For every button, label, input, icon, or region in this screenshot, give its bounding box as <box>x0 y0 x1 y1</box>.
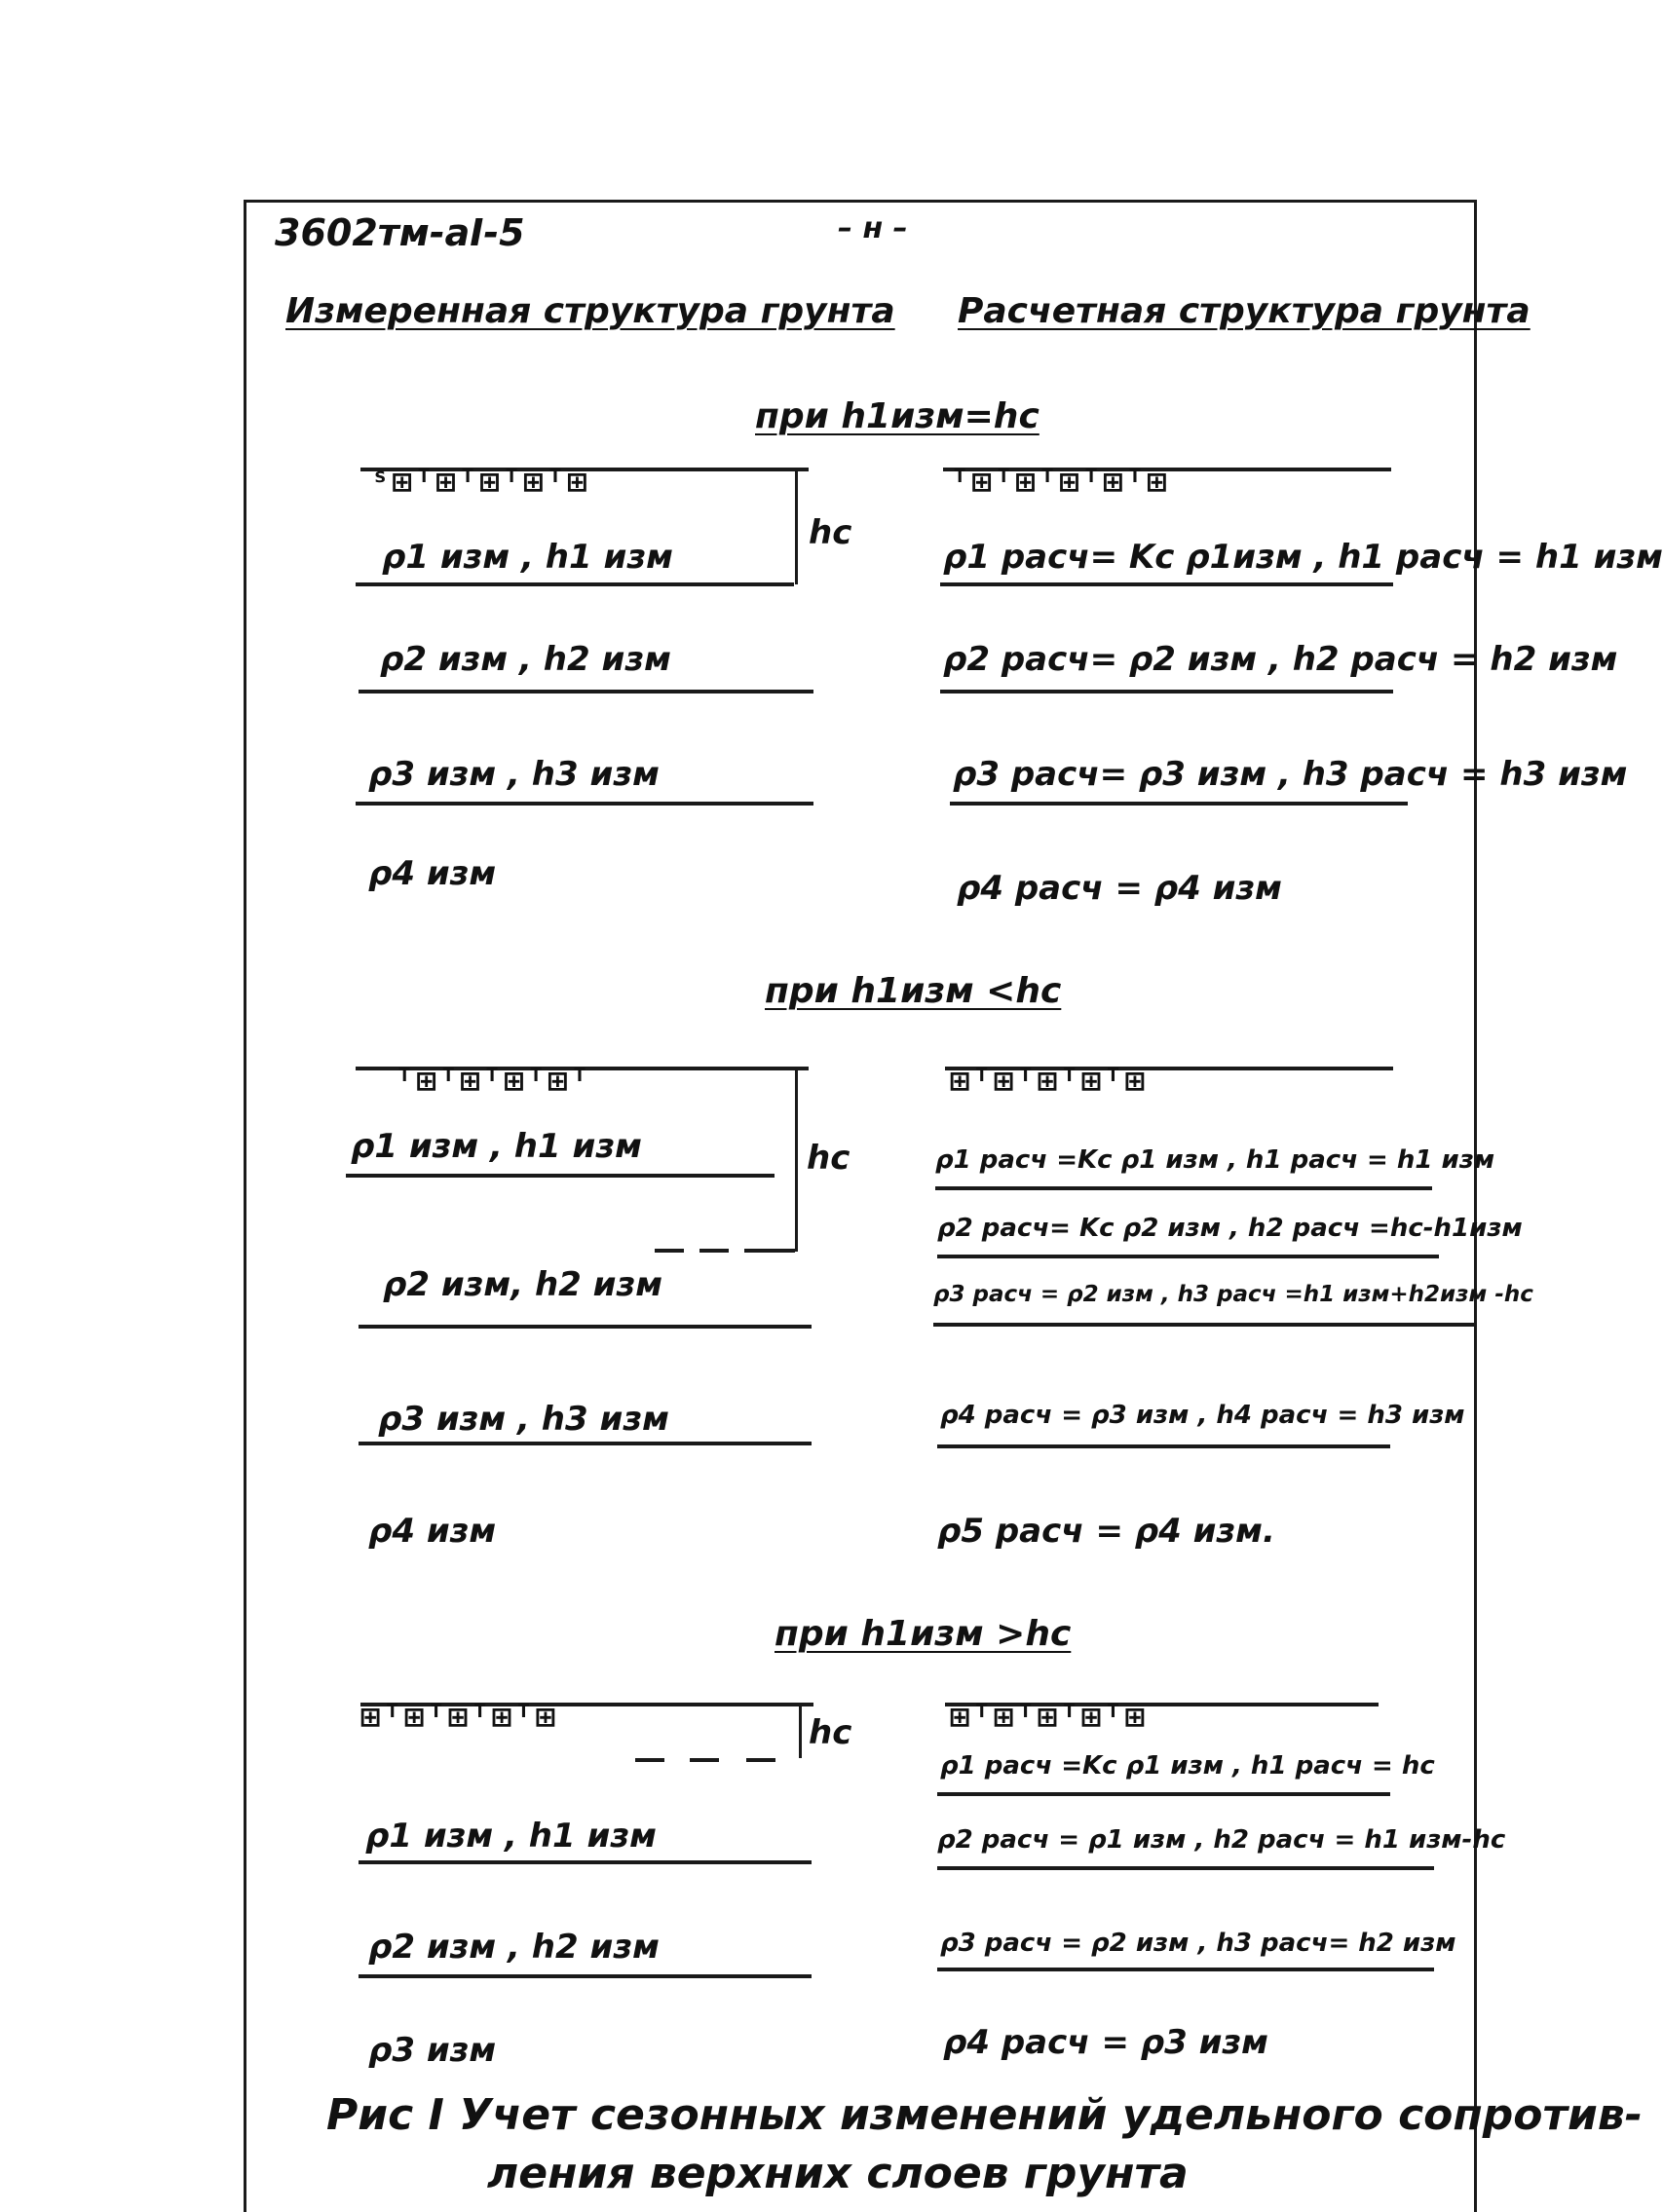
section1-left-layer-1: ρ1 изм , h1 изм <box>382 538 673 577</box>
section3-left-layer-2-boundary <box>359 1974 812 1978</box>
section3-right-layer-2: ρ2 расч = ρ1 изм , h2 расч = h1 изм-hc <box>937 1825 1506 1855</box>
section1-left-layer-3-boundary <box>356 802 813 806</box>
section2-right-layer-4-boundary <box>937 1444 1390 1448</box>
right-column-title: Расчетная структура грунта <box>958 291 1531 331</box>
section2-left-soil-hatch: ᵀ⊞ᵀ⊞ᵀ⊞ᵀ⊞ᵀ <box>395 1062 592 1101</box>
frame-right-border <box>1474 202 1477 2212</box>
section2-right-layer-2: ρ2 расч= Kc ρ2 изм , h2 расч =hc-h1изм <box>937 1214 1523 1243</box>
section2-right-layer-5: ρ5 расч = ρ4 изм. <box>937 1512 1275 1551</box>
section1-left-soil-hatch: ˢ⊞ᵀ⊞ᵀ⊞ᵀ⊞ᵀ⊞ <box>370 463 589 502</box>
section3-right-soil-hatch: ⊞ᵀ⊞ᵀ⊞ᵀ⊞ᵀ⊞ <box>950 1698 1148 1737</box>
section1-right-layer-1: ρ1 расч= Kc ρ1изм , h1 расч = h1 изм <box>943 538 1663 577</box>
section2-left-layer-2: ρ2 изм, h2 изм <box>383 1265 663 1304</box>
frame-top-border <box>244 200 1477 203</box>
section2-right-layer-3: ρ3 расч = ρ2 изм , h3 расч =h1 изм+h2изм -hc <box>933 1282 1533 1307</box>
section3-left-layer-1: ρ1 изм , h1 изм <box>365 1817 657 1856</box>
section2-left-layer-1-boundary <box>346 1174 775 1178</box>
section1-right-layer-4: ρ4 расч = ρ4 изм <box>957 869 1282 908</box>
section3-title: при h1изм >hc <box>775 1614 1072 1654</box>
section2-right-soil-hatch: ⊞ᵀ⊞ᵀ⊞ᵀ⊞ᵀ⊞ <box>950 1062 1148 1101</box>
section3-right-layer-3-boundary <box>937 1968 1434 1971</box>
section3-dashed-boundary-2 <box>690 1758 719 1762</box>
section3-left-layer-3: ρ3 изм <box>368 2031 497 2070</box>
section3-hc-dimension-line <box>799 1705 802 1758</box>
section3-left-layer-2: ρ2 изм , h2 изм <box>368 1928 660 1967</box>
section3-right-layer-1-boundary <box>937 1792 1390 1796</box>
section2-left-layer-4: ρ4 изм <box>368 1512 497 1551</box>
section2-hc-dimension-line <box>795 1069 798 1252</box>
section2-hc-label: hc <box>807 1139 850 1178</box>
section2-right-layer-2-boundary <box>937 1255 1439 1258</box>
section1-left-layer-4: ρ4 изм <box>368 854 497 893</box>
section1-right-layer-3: ρ3 расч= ρ3 изм , h3 расч = h3 изм <box>953 755 1628 794</box>
section2-left-layer-3: ρ3 изм , h3 изм <box>378 1400 669 1439</box>
section3-right-layer-2-boundary <box>937 1866 1434 1870</box>
section2-dashed-boundary-2 <box>699 1249 729 1253</box>
section3-right-layer-1: ρ1 расч =Kc ρ1 изм , h1 расч = hc <box>940 1751 1435 1781</box>
left-column-title: Измеренная структура грунта <box>285 291 895 331</box>
section1-left-layer-1-boundary <box>356 582 794 586</box>
section1-right-layer-2-boundary <box>940 690 1393 694</box>
section1-left-layer-2: ρ2 изм , h2 изм <box>380 640 671 679</box>
frame-left-border <box>244 200 246 2212</box>
section2-right-layer-4: ρ4 расч = ρ3 изм , h4 расч = h3 изм <box>940 1401 1465 1430</box>
section3-right-layer-4: ρ4 расч = ρ3 изм <box>943 2023 1268 2062</box>
figure-caption-line2: ления верхних слоев грунта <box>487 2149 1189 2198</box>
section2-left-layer-1: ρ1 изм , h1 изм <box>351 1127 642 1166</box>
section2-title: при h1изм <hc <box>765 971 1062 1011</box>
section2-right-layer-3-boundary <box>933 1323 1474 1327</box>
section3-right-layer-3: ρ3 расч = ρ2 изм , h3 расч= h2 изм <box>940 1929 1456 1958</box>
section2-right-layer-1: ρ1 расч =Kc ρ1 изм , h1 расч = h1 изм <box>935 1145 1495 1175</box>
section3-dashed-boundary-3 <box>746 1758 775 1762</box>
section1-right-layer-2: ρ2 расч= ρ2 изм , h2 расч = h2 изм <box>943 640 1618 679</box>
section1-right-layer-1-boundary <box>940 582 1393 586</box>
figure-caption-line1: Рис I Учет сезонных изменений удельного сопротив- <box>326 2090 1643 2140</box>
section1-hc-dimension-line <box>795 469 798 584</box>
section2-dashed-boundary-3 <box>744 1249 795 1253</box>
section1-right-layer-3-boundary <box>950 802 1408 806</box>
section1-hc-label: hc <box>809 513 852 552</box>
section2-left-layer-3-boundary <box>359 1442 812 1445</box>
section3-hc-label: hc <box>809 1713 852 1752</box>
section2-right-layer-1-boundary <box>935 1186 1432 1190</box>
section3-left-soil-hatch: ⊞ᵀ⊞ᵀ⊞ᵀ⊞ᵀ⊞ <box>360 1698 558 1737</box>
section1-title: при h1изм=hc <box>755 396 1039 436</box>
section2-dashed-boundary-1 <box>655 1249 684 1253</box>
section3-dashed-boundary-1 <box>635 1758 664 1762</box>
document-code: 3602тм-аI-5 <box>275 211 525 254</box>
section1-left-layer-3: ρ3 изм , h3 изм <box>368 755 660 794</box>
section1-left-layer-2-boundary <box>359 690 813 694</box>
section1-right-soil-hatch: ᵀ⊞ᵀ⊞ᵀ⊞ᵀ⊞ᵀ⊞ <box>950 463 1169 502</box>
page-number: – н – <box>838 211 908 245</box>
section2-left-layer-2-boundary <box>359 1325 812 1329</box>
section3-left-layer-1-boundary <box>359 1860 812 1864</box>
